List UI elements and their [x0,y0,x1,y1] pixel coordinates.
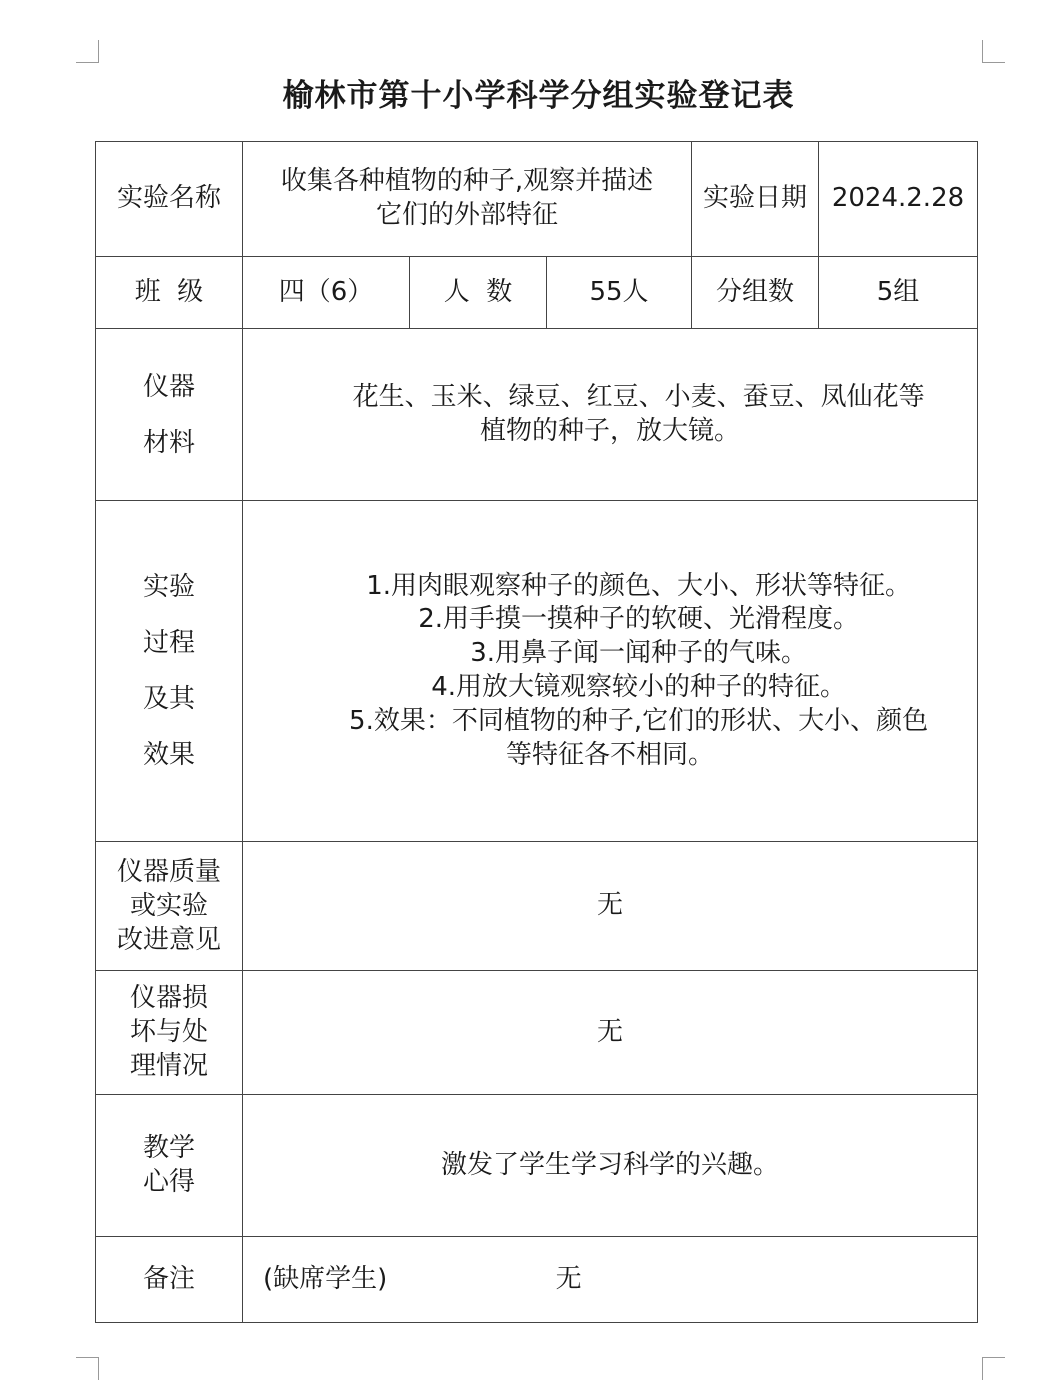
page-corner-mark-top-left [76,40,99,63]
quality-label-line3: 改进意见 [116,924,221,955]
groups-label: 分组数 [692,257,819,329]
row-class-info [96,257,978,329]
materials-text-line2: 植物的种子，放大镜。 [479,415,740,446]
class-value: 四（6） [243,257,410,329]
process-step-1: 1.用肉眼观察种子的颜色、大小、形状等特征。 [366,570,911,601]
remarks-label: 备注 [96,1237,243,1323]
row-damage [96,971,978,1095]
process-text [243,501,978,842]
materials-label-line2: 材料 [142,427,195,458]
remarks-value [243,1237,978,1323]
quality-label-line1: 仪器质量 [116,856,221,887]
page-corner-mark-bottom-left [76,1357,99,1380]
materials-label-line1: 仪器 [142,371,195,402]
quality-value: 无 [243,842,978,971]
teaching-value: 激发了学生学习科学的兴趣。 [243,1095,978,1237]
process-label-line2: 过程 [142,628,195,658]
page-corner-mark-top-right [982,40,1005,63]
experiment-date-label: 实验日期 [692,142,819,257]
teaching-label-line1: 教学 [142,1133,195,1164]
registration-table [95,141,978,1323]
page-corner-mark-bottom-right [982,1357,1005,1380]
row-experiment-name [96,142,978,257]
process-continuation: 等特征各不相同。 [505,739,714,770]
process-label-line1: 实验 [142,572,195,602]
people-value: 55人 [547,257,692,329]
process-step-4: 4.用放大镜观察较小的种子的特征。 [431,672,846,702]
remarks-absent-label: (缺席学生) [263,1263,388,1294]
row-materials [96,329,978,501]
teaching-label-line2: 心得 [142,1167,195,1198]
process-label-line4: 效果 [142,740,195,770]
quality-label [96,842,243,971]
damage-label-line1: 仪器损 [129,983,208,1014]
materials-text-line1: 花生、玉米、绿豆、红豆、小麦、蚕豆、凤仙花等 [352,381,925,412]
remarks-absent-value: 无 [555,1263,582,1294]
materials-label [96,329,243,501]
row-process [96,501,978,842]
people-label: 人 数 [410,257,547,329]
class-label: 班 级 [96,257,243,329]
damage-label [96,971,243,1095]
experiment-name-line2: 它们的外部特征 [375,200,558,230]
row-remarks [96,1237,978,1323]
damage-label-line3: 理情况 [129,1051,208,1082]
process-label-line3: 及其 [142,684,195,714]
experiment-name-label: 实验名称 [96,142,243,257]
damage-label-line2: 坏与处 [129,1017,208,1048]
damage-value: 无 [243,971,978,1095]
process-step-3: 3.用鼻子闻一闻种子的气味。 [470,638,807,669]
row-teaching [96,1095,978,1237]
teaching-label [96,1095,243,1237]
groups-value: 5组 [819,257,978,329]
experiment-name-line1: 收集各种植物的种子,观察并描述 [280,166,654,197]
process-step-2: 2.用手摸一摸种子的软硬、光滑程度。 [418,604,859,635]
process-label [96,501,243,842]
row-quality [96,842,978,971]
experiment-date-value: 2024.2.28 [819,142,978,257]
experiment-name-value [243,142,692,257]
document-title: 榆林市第十小学科学分组实验登记表 [282,78,795,114]
quality-label-line2: 或实验 [129,890,208,921]
materials-text [243,329,978,501]
process-step-5: 5.效果：不同植物的种子,它们的形状、大小、颜色 [349,705,929,736]
